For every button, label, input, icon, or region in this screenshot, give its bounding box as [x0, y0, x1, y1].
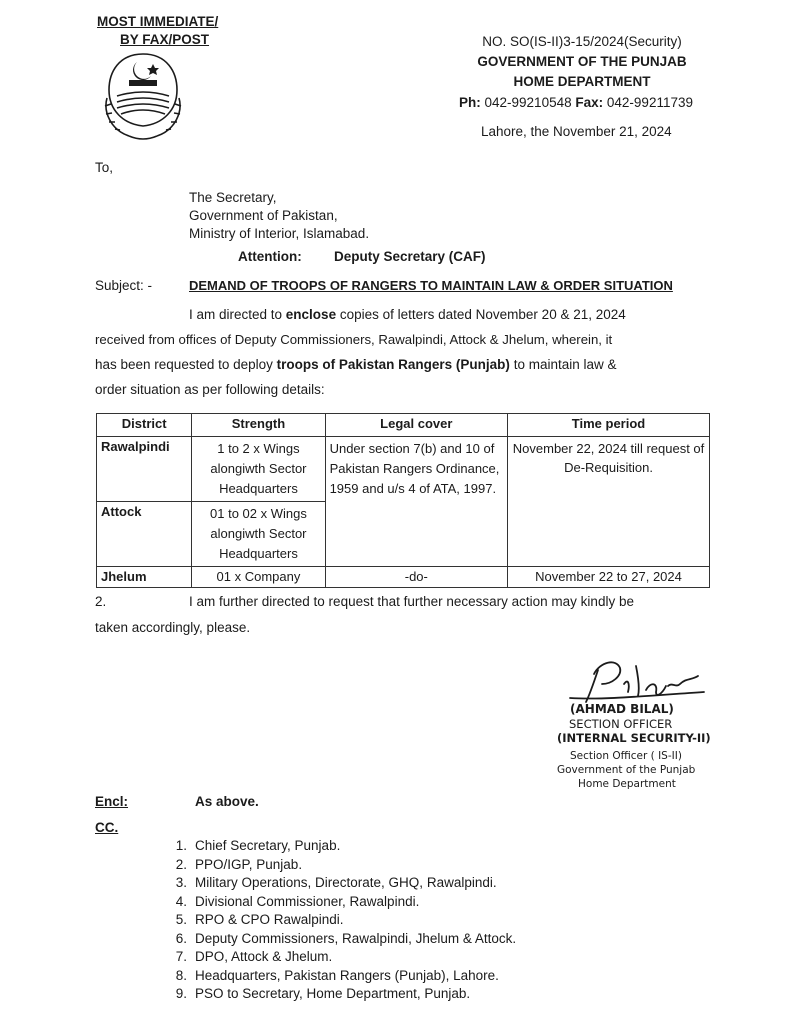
signatory-title: SECTION OFFICER	[569, 717, 673, 731]
table-row	[97, 437, 710, 502]
para1-text-c: copies of letters dated November 20 & 21, 2024	[336, 307, 626, 322]
cc-item-text: RPO & CPO Rawalpindi.	[195, 912, 344, 927]
para1-line3	[95, 357, 617, 372]
priority-marking: MOST IMMEDIATE/	[97, 14, 219, 29]
header-strength: Strength	[192, 414, 325, 437]
legal-cover-cell: -do-	[325, 567, 507, 588]
district-cell: Jhelum	[97, 567, 192, 588]
list-item: 2. PPO/IGP, Punjab.	[175, 856, 303, 872]
subject-label: Subject: -	[95, 278, 153, 293]
district-cell: Attock	[97, 502, 192, 567]
place-date: Lahore, the November 21, 2024	[481, 124, 672, 139]
cc-item-text: Military Operations, Directorate, GHQ, Rawalpindi.	[195, 875, 497, 890]
list-item: 5. RPO & CPO Rawalpindi.	[175, 912, 344, 927]
list-item: 8. Headquarters, Pakistan Rangers (Punjab), Lahore.	[175, 967, 499, 983]
phone-label: Ph:	[459, 95, 481, 110]
para1-line2: received from offices of Deputy Commissioners, Rawalpindi, Attock & Jhelum, wherein, it	[95, 332, 613, 347]
para1-text-bold: enclose	[285, 307, 337, 322]
attention-value: Deputy Secretary (CAF)	[334, 249, 486, 264]
cc-item-text: Deputy Commissioners, Rawalpindi, Jhelum & Attock.	[195, 930, 517, 946]
para1-line1	[189, 307, 626, 322]
fax-number: 042-99211739	[606, 95, 693, 110]
recipient-line-1: The Secretary,	[189, 190, 277, 205]
para1-line4: order situation as per following details:	[95, 382, 325, 397]
attention-label: Attention:	[238, 249, 302, 264]
para1-line3-a: has been requested to deploy	[95, 357, 277, 372]
legal-cover-cell: Under section 7(b) and 10 of Pakistan Rangers Ordinance, 1959 and u/s 4 of ATA, 1997.	[325, 437, 507, 567]
government-title: GOVERNMENT OF THE PUNJAB	[477, 54, 687, 69]
para1-text-a: I am directed to	[189, 307, 286, 322]
list-item: 4. Divisional Commissioner, Rawalpindi.	[175, 893, 420, 909]
signatory-name: (AHMAD BILAL)	[570, 702, 674, 716]
phone-number: 042-99210548	[484, 95, 572, 110]
para1-line3-bold: troops of Pakistan Rangers (Punjab)	[276, 357, 510, 372]
para2-line1: I am further directed to request that further necessary action may kindly be	[189, 594, 634, 609]
stamp-line-2: Government of the Punjab	[557, 764, 696, 776]
department-title: HOME DEPARTMENT	[513, 74, 651, 89]
strength-cell: 01 x Company	[192, 567, 325, 588]
para1-line3-c: to maintain law &	[509, 357, 617, 372]
table-header-row	[97, 414, 710, 437]
list-item: 6. Deputy Commissioners, Rawalpindi, Jhelum & Attock.	[175, 930, 517, 946]
cc-item-text: Headquarters, Pakistan Rangers (Punjab), Lahore.	[195, 967, 499, 983]
cc-item-text: Chief Secretary, Punjab.	[195, 838, 341, 853]
list-item: 1. Chief Secretary, Punjab.	[175, 838, 341, 853]
troops-table	[96, 413, 710, 588]
enclosure-value: As above.	[195, 794, 259, 809]
reference-number: NO. SO(IS-II)3-15/2024(Security)	[482, 34, 682, 49]
time-period-cell: November 22 to 27, 2024	[508, 567, 710, 588]
cc-item-text: PSO to Secretary, Home Department, Punjab.	[195, 986, 471, 1001]
stamp-line-3: Home Department	[578, 778, 676, 790]
fax-label: Fax:	[575, 95, 604, 110]
strength-cell: 1 to 2 x Wings alongiwth Sector Headquarters	[192, 437, 325, 502]
cc-item-text: PPO/IGP, Punjab.	[195, 856, 303, 872]
recipient-line-2: Government of Pakistan,	[189, 208, 338, 223]
stamp-line-1: Section Officer ( IS-II)	[570, 750, 682, 762]
header-legal-cover: Legal cover	[325, 414, 507, 437]
signatory-branch: (INTERNAL SECURITY-II)	[557, 731, 711, 745]
district-cell: Rawalpindi	[97, 437, 192, 502]
delivery-marking: BY FAX/POST	[120, 32, 210, 47]
para2-line2: taken accordingly, please.	[95, 620, 251, 635]
table-row	[97, 567, 710, 588]
time-period-cell: November 22, 2024 till request of De-Requisition.	[508, 437, 710, 567]
cc-item-text: DPO, Attock & Jhelum.	[195, 949, 333, 964]
list-item: 7. DPO, Attock & Jhelum.	[175, 949, 333, 964]
subject-text: DEMAND OF TROOPS OF RANGERS TO MAINTAIN LAW & ORDER SITUATION	[189, 278, 673, 293]
para2-number: 2.	[95, 594, 107, 609]
list-item: 9. PSO to Secretary, Home Department, Punjab.	[175, 986, 471, 1001]
cc-label: CC.	[95, 820, 119, 835]
recipient-line-3: Ministry of Interior, Islamabad.	[189, 226, 370, 241]
punjab-emblem-icon	[99, 48, 187, 146]
salutation-to: To,	[95, 160, 114, 175]
contact-line	[459, 95, 693, 110]
header-district: District	[97, 414, 192, 437]
header-time-period: Time period	[508, 414, 710, 437]
cc-list	[164, 838, 516, 1005]
cc-item-text: Divisional Commissioner, Rawalpindi.	[195, 893, 420, 909]
list-item: 3. Military Operations, Directorate, GHQ, Rawalpindi.	[175, 875, 497, 890]
strength-cell: 01 to 02 x Wings alongiwth Sector Headquarters	[192, 502, 325, 567]
enclosure-label: Encl:	[95, 794, 129, 809]
